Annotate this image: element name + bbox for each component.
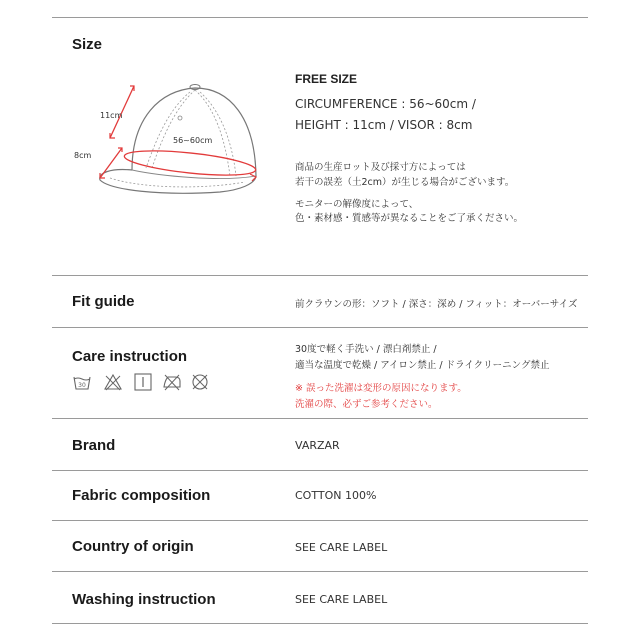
measure-line-2: HEIGHT : 11cm / VISOR : 8cm <box>295 118 473 132</box>
height-dim-label: 11cm <box>100 111 123 120</box>
size-heading: Size <box>72 36 103 53</box>
circumference-dim-label: 56~60cm <box>173 136 213 145</box>
wash-temp-text: 30 <box>78 382 86 389</box>
cap-size-diagram <box>70 78 270 208</box>
fit-guide-heading: Fit guide <box>72 293 135 310</box>
free-size-title: FREE SIZE <box>295 72 358 86</box>
top-divider <box>52 17 588 18</box>
brand-heading: Brand <box>72 437 116 454</box>
no-dry-clean-icon <box>190 372 210 392</box>
divider-fit <box>52 327 588 328</box>
no-iron-icon <box>162 372 182 392</box>
size-note-3: モニターの解像度によって、 <box>295 199 419 210</box>
bottom-divider <box>52 623 588 624</box>
size-note-2: 若干の誤差（土2cm）が生じる場合がございます。 <box>295 177 515 188</box>
care-line-2: 適当な温度で乾燥 / アイロン禁止 / ドライクリーニング禁止 <box>295 360 550 371</box>
washing-heading: Washing instruction <box>72 591 216 608</box>
origin-value: SEE CARE LABEL <box>295 541 388 554</box>
care-warning-1: ※ 誤った洗濯は変形の原因になります。 <box>295 383 467 394</box>
measure-line-1: CIRCUMFERENCE : 56~60cm / <box>295 97 476 111</box>
visor-dim-label: 8cm <box>74 151 92 160</box>
divider-brand <box>52 470 588 471</box>
washing-value: SEE CARE LABEL <box>295 593 388 606</box>
fabric-value: COTTON 100% <box>295 489 377 502</box>
origin-heading: Country of origin <box>72 538 194 555</box>
care-line-1: 30度で軽く手洗い / 漂白剤禁止 / <box>295 344 437 355</box>
care-heading: Care instruction <box>72 348 188 365</box>
divider-size <box>52 275 588 276</box>
no-bleach-icon <box>103 372 123 392</box>
divider-fabric <box>52 520 588 521</box>
dry-icon <box>133 372 153 392</box>
size-note-1: 商品の生産ロット及び採寸方によっては <box>295 162 466 173</box>
size-note-4: 色・素材感・質感等が異なることをご了承ください。 <box>295 213 524 224</box>
fabric-heading: Fabric composition <box>72 487 211 504</box>
hand-wash-30-icon <box>72 372 92 392</box>
care-warning-2: 洗濯の際、必ずご参考ください。 <box>295 399 438 410</box>
divider-care <box>52 418 588 419</box>
divider-origin <box>52 571 588 572</box>
brand-value: VARZAR <box>295 439 340 452</box>
fit-guide-value: 前クラウンの形：ソフト / 深さ：深め / フィット：オーバーサイズ <box>295 299 578 310</box>
